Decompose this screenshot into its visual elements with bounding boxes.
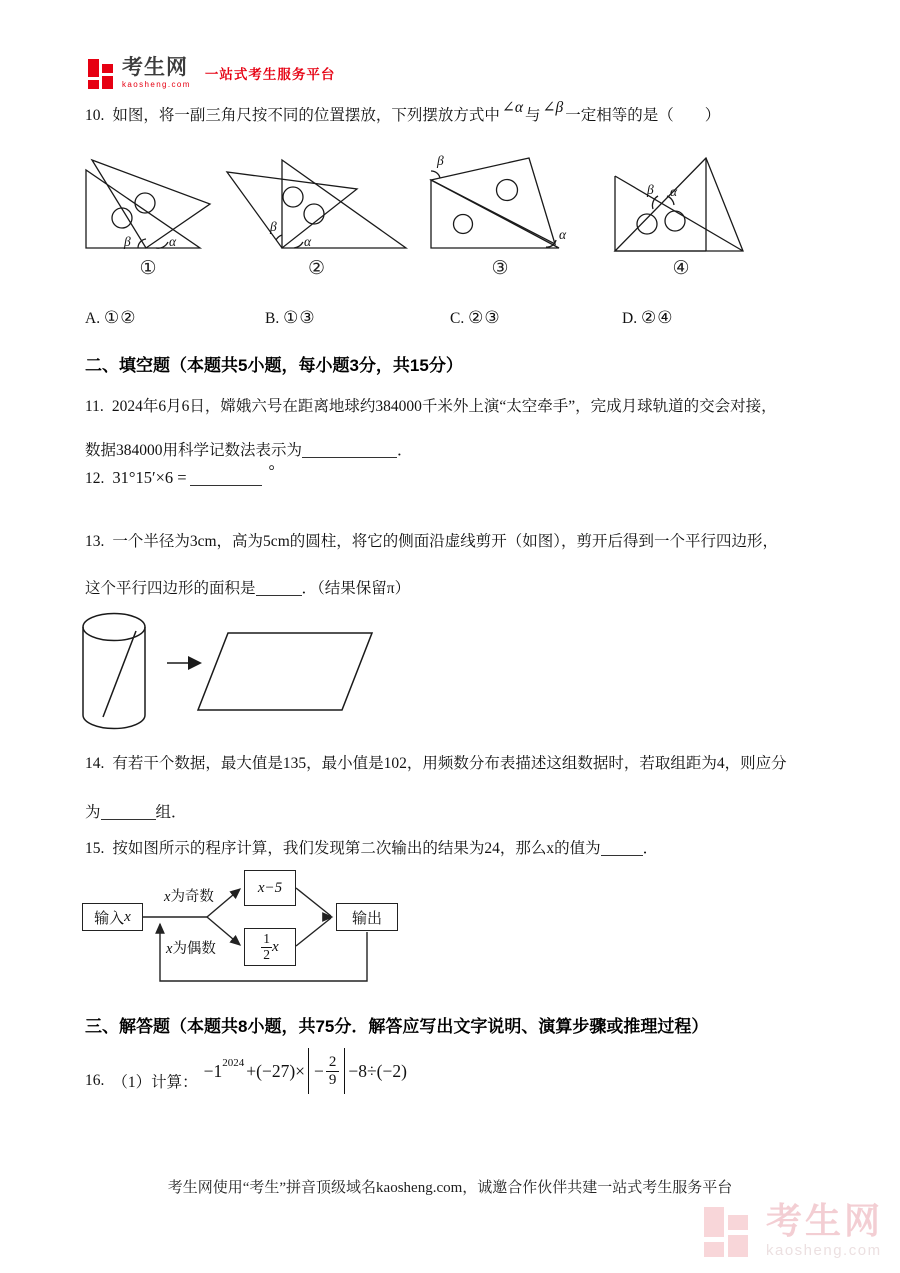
q10-conjunction: 与 xyxy=(525,107,541,124)
input-variable: x xyxy=(124,908,131,925)
triangle-ruler-outline xyxy=(92,160,210,248)
ruler-hole xyxy=(304,204,324,224)
triangle-figure-1 xyxy=(82,156,214,252)
angle-label-alpha: α xyxy=(670,184,678,199)
q11-text: ． xyxy=(397,441,413,459)
watermark-block xyxy=(728,1215,748,1230)
question-15 xyxy=(85,839,835,860)
option-d xyxy=(622,308,673,328)
angle-label-beta: β xyxy=(270,219,277,234)
formula-base: −1 xyxy=(203,1060,223,1081)
question-11 xyxy=(85,397,835,462)
angle-beta: ∠β xyxy=(542,99,564,116)
q13-text: 这个平行四边形的面积是 xyxy=(85,579,256,597)
even-condition-label xyxy=(166,937,216,958)
angle-alpha: ∠α xyxy=(501,99,524,116)
option-digits: ②③ xyxy=(468,308,501,327)
q16-formula xyxy=(204,1048,407,1094)
cylinder-body xyxy=(83,627,145,728)
option-key: B. xyxy=(265,310,280,327)
input-label: 输入 xyxy=(94,910,125,927)
q10-text-after: 一定相等的是（ ） xyxy=(565,107,721,124)
q13-text: ．（结果保留π） xyxy=(301,579,411,597)
answer-blank xyxy=(256,581,302,596)
site-header-logo xyxy=(88,56,335,90)
arrow-head xyxy=(188,656,202,670)
fraction-numerator: 1 xyxy=(263,931,271,947)
angle-label-alpha: α xyxy=(559,227,567,242)
question-number: 15. xyxy=(85,840,105,857)
question-number: 13. xyxy=(85,533,105,550)
triangle-ruler-outline xyxy=(227,172,357,248)
formula-exponent: 2024 xyxy=(222,1057,245,1069)
option-c xyxy=(450,308,622,328)
formula-operator: +(−27)× xyxy=(246,1060,306,1081)
q13-figure xyxy=(80,610,390,735)
question-number: 16. xyxy=(85,1072,105,1089)
ruler-hole xyxy=(665,211,685,231)
watermark-block xyxy=(728,1235,748,1257)
fraction-two-ninths xyxy=(326,1054,340,1088)
formula-minus: − xyxy=(314,1060,324,1081)
ruler-hole xyxy=(454,215,473,234)
logo-block xyxy=(102,76,113,89)
triangle-ruler-outline xyxy=(431,158,555,244)
answer-blank xyxy=(302,443,397,458)
question-16 xyxy=(85,1048,407,1094)
q13-line-2 xyxy=(85,579,835,600)
question-number: 10. xyxy=(85,107,105,124)
answer-blank xyxy=(101,805,156,820)
option-key: D. xyxy=(622,310,638,327)
q15-text: ． xyxy=(642,840,659,857)
fraction-one-half xyxy=(261,932,272,961)
logo-domain: kaosheng.com xyxy=(122,80,191,89)
logo-text-column xyxy=(122,57,191,89)
q12-expression: 31°15′×6 = xyxy=(112,468,187,487)
fraction-numerator: 2 xyxy=(326,1054,340,1072)
triangle-ruler-outline xyxy=(615,158,743,251)
figure-label: ② xyxy=(307,258,326,279)
option-a xyxy=(85,308,265,328)
ruler-hole xyxy=(637,214,657,234)
q11-text: 数据384000用科学记数法表示为 xyxy=(85,441,303,459)
condition-variable: x xyxy=(164,889,171,905)
connector-line xyxy=(296,888,331,916)
question-13 xyxy=(85,532,835,600)
angle-label-beta: β xyxy=(647,182,654,197)
q14-text: 为 xyxy=(85,803,101,821)
question-number: 12. xyxy=(85,470,105,487)
figure-4 xyxy=(613,154,749,280)
q14-line-2 xyxy=(85,803,835,824)
odd-condition-label xyxy=(164,885,214,906)
answer-blank xyxy=(190,471,262,486)
parallelogram xyxy=(198,633,372,710)
angle-arc xyxy=(294,242,303,248)
figure-1 xyxy=(82,156,214,280)
cylinder-top xyxy=(83,614,145,641)
cut-line xyxy=(103,631,136,717)
kaosheng-logo-icon xyxy=(88,56,115,90)
figure-2 xyxy=(224,157,409,280)
watermark-domain: kaosheng.com xyxy=(766,1242,882,1259)
angle-arc xyxy=(276,235,282,240)
q11-line-1 xyxy=(85,397,835,418)
flow-odd-box: x−5 xyxy=(244,870,296,906)
figure-label: ④ xyxy=(672,258,690,279)
logo-text: 考生网 xyxy=(122,56,188,79)
q13-line-1 xyxy=(85,532,835,553)
q14-line-1 xyxy=(85,754,835,775)
kaosheng-watermark-icon xyxy=(704,1202,756,1260)
angle-label-beta: β xyxy=(124,234,131,249)
question-12 xyxy=(85,463,835,490)
condition-text: 为奇数 xyxy=(170,889,214,905)
q11-line-2 xyxy=(85,441,835,462)
q10-options xyxy=(85,308,785,328)
answer-blank xyxy=(601,841,643,856)
q13-text: 一个半径为3cm，高为5cm的圆柱，将它的侧面沿虚线剪开（如图），剪开后得到一个平行四边形， xyxy=(112,533,779,550)
fraction-variable: x xyxy=(272,938,279,955)
angle-arc xyxy=(156,242,168,248)
option-digits: ②④ xyxy=(640,308,674,327)
option-b xyxy=(265,308,450,328)
angle-label-beta: β xyxy=(437,153,444,168)
flow-output-box: 输出 xyxy=(336,903,398,931)
section-2-heading: 二、填空题（本题共5小题，每小题3分，共15分） xyxy=(85,356,463,375)
figure-3 xyxy=(427,152,573,280)
triangle-figure-2 xyxy=(224,157,409,252)
watermark-block xyxy=(704,1207,724,1237)
q14-text: 有若干个数据，最大值是135，最小值是102，用频数分布表描述这组数据时，若取组距为4，则应分 xyxy=(112,755,787,772)
option-digits: ①③ xyxy=(283,308,316,327)
condition-variable: x xyxy=(166,941,173,957)
angle-label-alpha: α xyxy=(169,234,177,249)
option-key: C. xyxy=(450,310,465,327)
ruler-hole xyxy=(497,180,518,201)
watermark-block xyxy=(704,1242,724,1257)
angle-label-alpha: α xyxy=(304,234,312,249)
fraction-denominator: 2 xyxy=(263,946,271,962)
footer-text: 考生网使用“考生”拼音顶级域名kaosheng.com，诚邀合作伙伴共建一站式考生服务平台 xyxy=(167,1180,733,1196)
q11-text: 2024年6月6日，嫦娥六号在距离地球约384000千米外上演“太空牵手”，完成月球轨道的交会对接， xyxy=(111,398,777,415)
watermark-text-column xyxy=(766,1200,884,1259)
connector-line xyxy=(296,918,331,946)
logo-block xyxy=(88,80,99,89)
logo-block xyxy=(102,64,113,73)
question-10-text xyxy=(85,99,855,127)
option-digits: ①② xyxy=(103,308,137,327)
formula-tail: −8÷(−2) xyxy=(348,1060,407,1081)
triangle-figure-3 xyxy=(427,152,573,252)
q15-text: 按如图所示的程序计算，我们发现第二次输出的结果为24，那么x的值为 xyxy=(112,840,601,857)
q10-text-before: 如图，将一副三角尺按不同的位置摆放，下列摆放方式中 xyxy=(112,107,500,124)
degree-symbol: ° xyxy=(268,463,275,480)
logo-tagline: 一站式考生服务平台 xyxy=(204,67,336,82)
question-number: 11. xyxy=(85,398,104,415)
ruler-hole xyxy=(112,208,132,228)
figure-label: ① xyxy=(139,258,157,279)
watermark-text: 考生网 xyxy=(766,1200,884,1241)
q16-prefix: （1）计算： xyxy=(112,1074,198,1091)
condition-text: 为偶数 xyxy=(172,941,216,957)
question-14 xyxy=(85,754,835,824)
q15-flowchart xyxy=(80,865,420,990)
ruler-edge xyxy=(615,176,743,251)
option-key: A. xyxy=(85,310,101,327)
footer-watermark xyxy=(704,1202,883,1260)
question-number: 14. xyxy=(85,755,105,772)
angle-arc xyxy=(431,171,440,178)
flow-even-box xyxy=(244,928,296,966)
triangle-figure-4 xyxy=(613,154,749,252)
flow-input-box xyxy=(82,903,143,931)
logo-block xyxy=(88,59,99,77)
absolute-value xyxy=(308,1048,345,1094)
section-3-heading: 三、解答题（本题共8小题，共75分．解答应写出文字说明、演算步骤或推理过程） xyxy=(85,1017,709,1036)
triangle-ruler-outline xyxy=(86,170,200,248)
ruler-hole xyxy=(283,187,303,207)
q10-figure-row xyxy=(82,152,749,280)
cylinder-to-parallelogram-figure xyxy=(80,610,390,735)
q14-text: 组． xyxy=(155,803,187,821)
figure-label: ③ xyxy=(491,258,509,279)
fraction-denominator: 9 xyxy=(328,1071,337,1088)
